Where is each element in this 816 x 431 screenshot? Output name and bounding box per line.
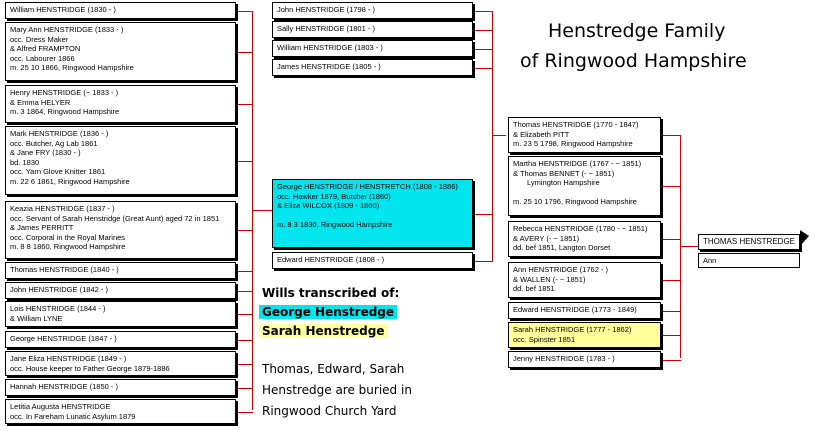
parent-gen-box-martha[interactable] [508,156,661,216]
sibling-box-sally[interactable] [272,21,473,38]
person-detail-line: occ. Labourer 1866 [10,53,75,63]
connector-tick [663,186,681,187]
person-detail-line [513,188,656,198]
connector-tick [663,335,681,336]
child-box-lois[interactable] [5,301,236,327]
connector-tick [238,314,253,315]
child-box-henry[interactable] [5,85,236,123]
person-detail-line: John HENSTRIDGE (1842 - ) [10,285,108,294]
person-detail-line: Thomas HENSTRIDGE (1840 - ) [10,265,119,274]
person-detail-line: dd. bef 1851 [513,284,555,294]
grandparent-box-thomas[interactable] [698,234,800,250]
wills-heading: Wills transcribed of: [262,286,400,300]
connector-tick [238,340,253,341]
person-detail-line: Rebecca HENSTRIDGE (1780 - ~ 1851) [513,224,648,233]
person-detail-line: James HENSTRIDGE (1805 - ) [277,62,381,71]
connector-tick [475,30,493,31]
person-detail-line: occ. In Fareham Lunatic Asylum 1879 [10,411,136,421]
connector-tick [238,161,253,162]
will-link-george[interactable]: George Henstredge [259,305,397,319]
person-detail-line: m. 25 10 1866, Ringwood Hampshire [10,63,134,73]
child-box-keazia[interactable] [5,201,236,259]
person-detail-line: & Thomas BENNET (- ~ 1851) [513,168,615,178]
person-detail-line: dd. bef 1851, Langton Dorset [513,243,611,253]
person-detail-line: m. 23 5 1798, Ringwood Hampshire [513,139,633,149]
person-detail-line: occ. Spinster 1851 [513,334,576,344]
person-detail-line: Martha HENSTRIDGE (1767 - ~ 1851) [513,159,642,168]
page-title-line2: of Ringwood Hampshire [520,50,747,72]
person-detail-line: occ. Dress Maker [10,34,69,44]
connector-tick [663,239,681,240]
person-detail-line: Lois HENSTRIDGE (1844 - ) [10,304,106,313]
parent-gen-box-rebecca[interactable] [508,221,661,257]
child-box-john[interactable] [5,282,236,299]
page-title-line1: Henstredge Family [548,20,726,42]
person-detail-line: Jenny HENSTRIDGE (1783 - ) [513,354,615,363]
parent-gen-box-edward[interactable] [508,302,661,319]
parent-gen-box-sarah[interactable] [508,322,661,348]
child-box-mark[interactable] [5,126,236,195]
person-detail-line: & William LYNE [10,313,63,323]
person-detail-line: Letitia Augusta HENSTRIDGE [10,402,111,411]
person-detail-line: Sarah HENSTRIDGE (1777 - 1862) [513,325,632,334]
person-detail-line: William HENSTRIDGE (1803 - ) [277,43,383,52]
connector-tick [663,280,681,281]
person-detail-line: m. 8 8 1860, Ringwood Hampshire [10,242,126,252]
person-detail-line: & Alfred FRAMPTON [10,44,81,54]
person-detail-line: & Eliza WILCOX (1809 - 1860) [277,201,380,211]
connector-tick [475,261,493,262]
person-detail-line: Thomas HENSTRIDGE (1770 - 1847) [513,120,639,129]
child-box-george[interactable] [5,331,236,348]
person-detail-line: & Elizabeth PITT [513,129,570,139]
person-detail-line: Mary Ann HENSTRIDGE (1833 - ) [10,25,124,34]
person-detail-line: m. 25 10 1796, Ringwood Hampshire [513,197,637,207]
parent-gen-box-jenny[interactable] [508,351,661,368]
person-detail-line: m. 3 1864, Ringwood Hampshire [10,107,120,117]
person-detail-line: Edward HENSTRIDGE (1808 - ) [277,255,385,264]
burial-note-line: Thomas, Edward, Sarah [262,362,405,376]
person-detail-line: occ. House keeper to Father George 1879-1886 [10,363,170,373]
connector-tick [238,388,253,389]
child-box-letitia[interactable] [5,399,236,424]
grandparent-box-ann[interactable] [698,253,800,268]
person-detail-line: George HENSTRIDGE (1847 - ) [10,334,117,343]
connector-tick [238,291,253,292]
parent-gen-box-thomas[interactable] [508,117,661,153]
person-detail-line: & WALLEN (- ~ 1851) [513,274,586,284]
child-box-william[interactable] [5,2,236,19]
connector-tick [663,311,681,312]
person-detail-line: occ. Hawker 1879, Butcher (1860) [277,191,391,201]
person-detail-line: Mark HENSTRIDGE (1836 - ) [10,129,109,138]
will-link-sarah[interactable]: Sarah Henstredge [259,324,387,338]
person-detail-line: Hannah HENSTRIDGE (1850 - ) [10,382,118,391]
connector-tick [475,11,493,12]
person-detail-line: occ. Corporal in the Royal Marines [10,232,126,242]
child-box-hannah[interactable] [5,379,236,396]
grandparent-name: Ann [703,256,717,265]
person-detail-line: William HENSTRIDGE (1830 - ) [10,5,116,14]
person-detail-line: m. 22 6 1861, Ringwood Hampshire [10,176,130,186]
sibling-box-john[interactable] [272,2,473,19]
person-detail-line: Edward HENSTRIDGE (1773 - 1849) [513,305,637,314]
person-detail-line: & AVERY (- ~ 1851) [513,233,580,243]
person-detail-line: bd. 1830 [10,157,40,167]
person-detail-line: Ann HENSTRIDGE (1762 - ) [513,265,609,274]
connector-tick [238,412,253,413]
person-detail-line: George HENSTRIDGE / HENSTRETCH (1808 - 1886) [277,182,458,191]
burial-note [262,359,412,422]
connector-tick [238,52,253,53]
expand-arrow-icon[interactable] [800,230,809,246]
connector-tick [238,104,253,105]
person-detail-line: Jane Eliza HENSTRIDGE (1849 - ) [10,354,127,363]
child-box-mary-ann[interactable] [5,22,236,81]
person-detail-line: Sally HENSTRIDGE (1801 - ) [277,24,375,33]
person-detail-line: Henry HENSTRIDGE (~ 1833 - ) [10,88,119,97]
connector-tick [238,230,253,231]
person-detail-line: occ. Yarn Glove Knitter 1861 [10,167,106,177]
connector-tick [663,360,681,361]
sibling-box-edward[interactable] [272,252,473,269]
connector-tick [238,271,253,272]
connector-tick [238,364,253,365]
burial-note-line: Ringwood Church Yard [262,404,397,418]
connector-tick [475,68,493,69]
person-detail-line [277,211,468,221]
person-detail-line: & Emma HELYER [10,97,71,107]
connector-tick [238,11,253,12]
parent-gen-box-ann[interactable] [508,262,661,298]
child-box-jane-eliza[interactable] [5,351,236,376]
sibling-box-james[interactable] [272,59,473,76]
child-box-thomas[interactable] [5,262,236,279]
person-detail-line: occ. Servant of Sarah Henstridge (Great Aunt) aged 72 in 1851 [10,213,220,223]
grandparent-name: THOMAS HENSTREDGE [703,237,796,246]
person-detail-line: & Jane FRY (1830 - ) [10,148,81,158]
person-detail-line: m. 8 3 1830, Ringwood Hampshire [277,220,393,230]
person-detail-line: John HENSTRIDGE (1798 - ) [277,5,375,14]
connector-tick [475,49,493,50]
person-detail-line: occ. Butcher, Ag Lab 1861 [10,138,98,148]
burial-note-line: Henstredge are buried in [262,383,412,397]
connector-tick [663,135,681,136]
person-detail-line: Keazia HENSTRIDGE (1837 - ) [10,204,115,213]
person-detail-line: Lymington Hampshire [527,178,600,188]
sibling-box-william[interactable] [272,40,473,57]
connector-tick [475,214,493,215]
person-detail-line: & James PERRITT [10,223,74,233]
george-henstridge-box[interactable] [272,179,473,248]
